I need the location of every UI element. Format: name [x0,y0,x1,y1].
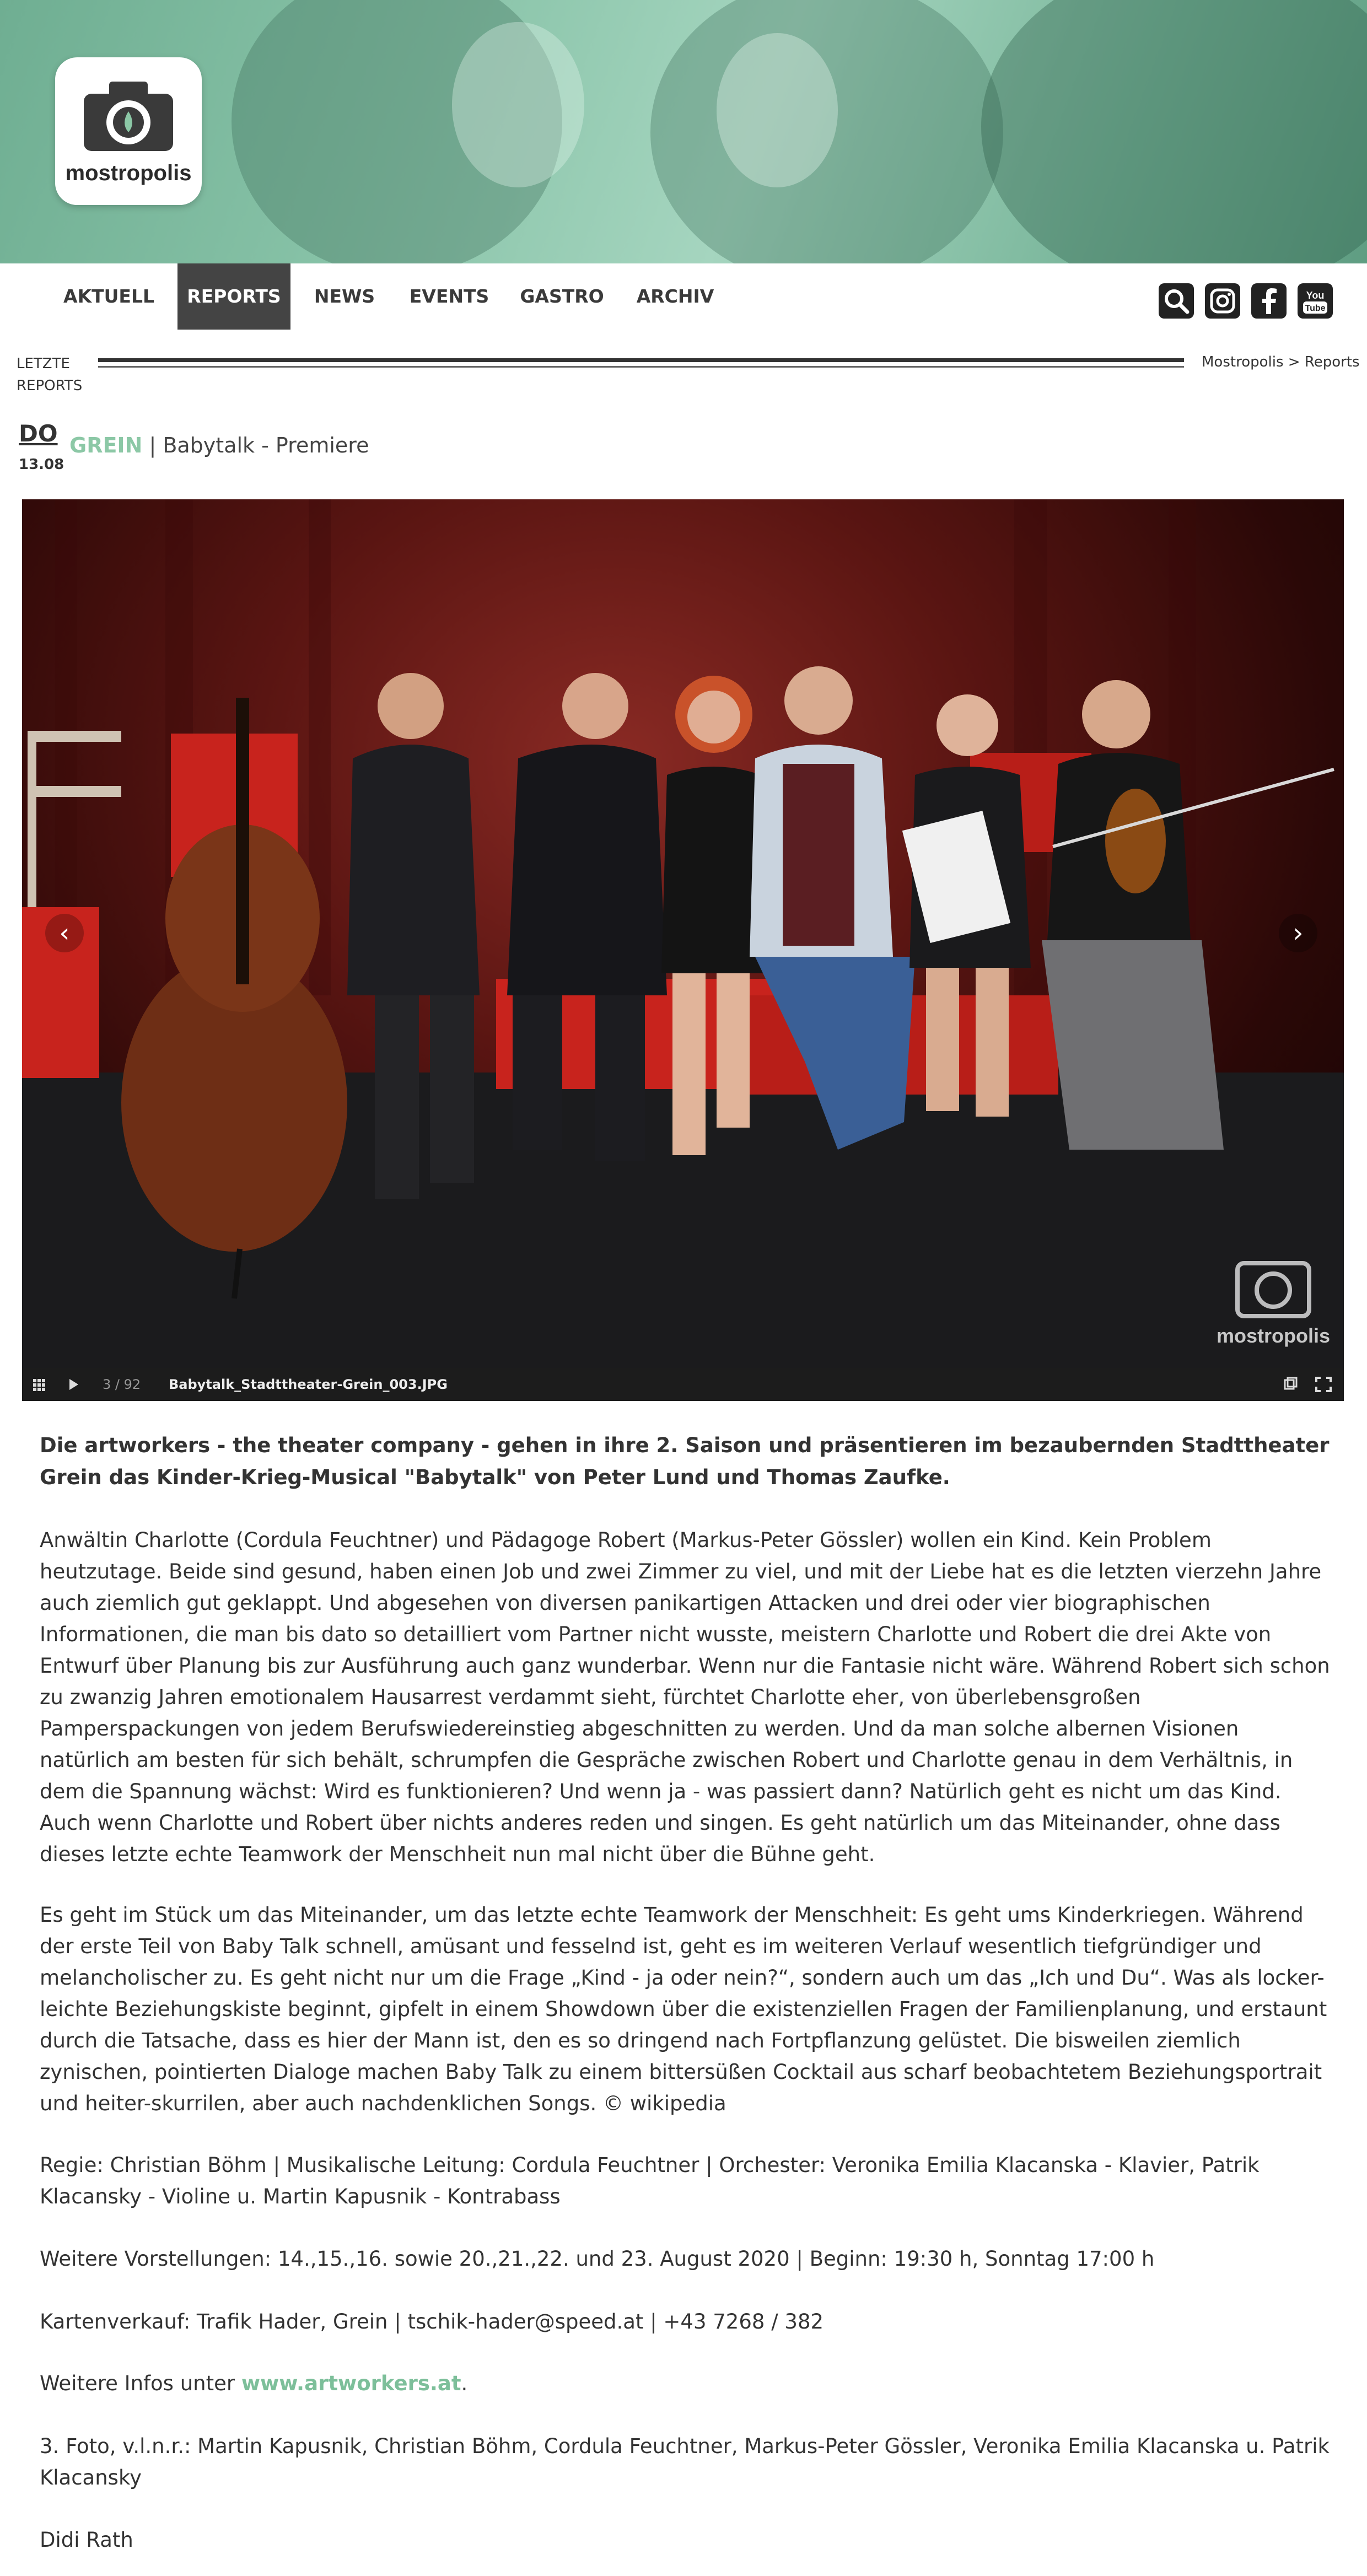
instagram-icon[interactable] [1205,283,1240,319]
gallery-photo[interactable] [22,499,1344,1368]
header-banner [0,0,1367,263]
article-paragraph-2: Es geht im Stück um das Miteinander, um das letzte echte Teamwork der Menschheit: Es geht ums Kinderkriegen. Während der erste Teil von Baby Talk schnell, amüsant und fesselnd ist, geht es im weiteren Verlauf wesentlich tiefgründiger und melancholischer zu. Es geht nicht nur um die Frage „Kind - ja oder nein?“, sondern auch um das „Ich und Du“. Was als locker-leichte Beziehungskiste beginnt, gipfelt in einem Showdown über die existenziellen Fragen der Familienplanung, und erstaunt durch die Tatsache, dass es hier der Mann ist, den es so dringend nach Fortpflanzung gelüstet. Die bisweilen ziemlich zynischen, pointierten Dialoge machen Baby Talk zu einem bittersüßen Cocktail aus scharf beobachtetem Beziehungsportrait und heiter-skurrilen, aber auch nachdenklichen Songs. © wikipedia [40,1903,1327,2115]
event-weekday: DO [19,420,58,447]
gallery-toolbar [22,1368,1344,1401]
youtube-icon[interactable] [1298,283,1333,319]
site-logo[interactable] [55,57,202,205]
gallery-filename: Babytalk_Stadttheater-Grein_003.JPG [169,1377,448,1392]
nav-archiv[interactable]: ARCHIV [636,285,714,307]
artworkers-link[interactable]: www.artworkers.at [241,2372,461,2395]
nav-aktuell[interactable]: AKTUELL [63,285,155,307]
section-divider [98,358,1184,362]
event-date: 13.08 [19,456,64,473]
nav-gastro[interactable]: GASTRO [520,285,604,307]
event-title: Babytalk - Premiere [163,433,369,457]
fullscreen-icon[interactable] [1314,1368,1333,1413]
watermark-text: mostropolis [1216,1324,1331,1347]
article-paragraph-1: Anwältin Charlotte (Cordula Feuchtner) und Pädagoge Robert (Markus-Peter Gössler) wollen ein Kind. Kein Problem heutzutage. Beide sind gesund, haben einen Job und zwei Zimmer zu viel, und mit der Liebe hat es die letzten vierzehn Jahre auch ziemlich gut geklappt. Und abgesehen von diversen panikartigen Attacken und drei oder vier biographischen Informationen, die man bis dato so detailliert vom Partner nicht wusste, meistern Charlotte und Robert die drei Akte von Entwurf über Planung bis zur Ausführung auch ganz wunderbar. Wenn nur die Fantasie nicht wäre. Während Robert sich schon zu zwanzig Jahren emotionalem Hausarrest verdammt sieht, fürchtet Charlotte eher, von überlebensgroßen Pamperspackungen von jedem Berufswiedereinstieg abgeschnitten zu werden. Und da man solche albernen Visionen natürlich am besten für sich behält, schrumpfen die Gespräche zwischen Robert und Charlotte genau in dem Verhältnis, in dem die Spannung wächst: Wird es funktionieren? Und wenn ja - was passiert dann? Natürlich geht es nicht um das Kind. Auch wenn Charlotte und Robert über nichts anderes reden und singen. Es geht natürlich um das Miteinander, ohne dass dieses letzte echte Teamwork der Menschheit nun mal nicht über die Bühne geht. [40,1528,1330,1866]
nav-reports[interactable]: REPORTS [177,263,290,330]
section-label-line2: REPORTS [17,378,83,394]
event-title-separator: | [142,433,163,457]
article-photo-caption: 3. Foto, v.l.n.r.: Martin Kapusnik, Christian Böhm, Cordula Feuchtner, Markus-Peter Gössler, Veronika Emilia Klacanska u. Patrik Klacansky [40,2434,1330,2489]
article-shows: Weitere Vorstellungen: 14.,15.,16. sowie 20.,21.,22. und 23. August 2020 | Beginn: 19:30 h, Sonntag 17:00 h [40,2247,1155,2271]
breadcrumb[interactable]: Mostropolis > Reports [1202,354,1360,370]
gallery-next-arrow[interactable]: › [1279,914,1317,952]
camera-logo-icon [80,77,176,154]
banner-trees [981,0,1367,263]
event-title-line [69,433,369,457]
svg-text:Tube: Tube [1305,304,1326,313]
article-credits: Regie: Christian Böhm | Musikalische Leitung: Cordula Feuchtner | Orchester: Veronika Emilia Klacanska - Klavier, Patrik Klacansky - Violine u. Martin Kapusnik - Kontrabass [40,2153,1260,2208]
section-divider-thin [98,366,1184,368]
nav-events[interactable]: EVENTS [409,285,489,307]
gallery-counter: 3 / 92 [103,1377,141,1392]
article-lead: Die artworkers - the theater company - gehen in ihre 2. Saison und präsentieren im bezaubernden Stadttheater Grein das Kinder-Krieg-Musical "Babytalk" von Peter Lund und Thomas Zaufke. [40,1433,1330,1489]
grid-icon[interactable] [32,1368,46,1413]
info-prefix: Weitere Infos unter [40,2372,241,2395]
facebook-icon[interactable] [1251,283,1287,319]
search-icon[interactable] [1159,283,1194,319]
nav-news[interactable]: NEWS [314,285,375,307]
stage-scene [22,499,1344,1368]
event-location[interactable]: GREIN [69,433,143,457]
gallery-prev-arrow[interactable]: ‹ [45,914,84,952]
info-suffix: . [461,2372,468,2395]
logo-brand-text: mostropolis [65,161,192,185]
svg-text:You: You [1306,290,1325,301]
play-icon[interactable] [67,1368,79,1413]
article-info [40,2368,1335,2399]
article-author: Didi Rath [40,2528,133,2552]
section-label-line1: LETZTE [17,355,70,372]
thumbnail-toggle-icon[interactable] [1282,1368,1299,1413]
article-tickets: Kartenverkauf: Trafik Hader, Grein | tschik-hader@speed.at | +43 7268 / 382 [40,2310,824,2334]
banner-face-left [452,22,584,187]
banner-face-right [717,33,838,187]
